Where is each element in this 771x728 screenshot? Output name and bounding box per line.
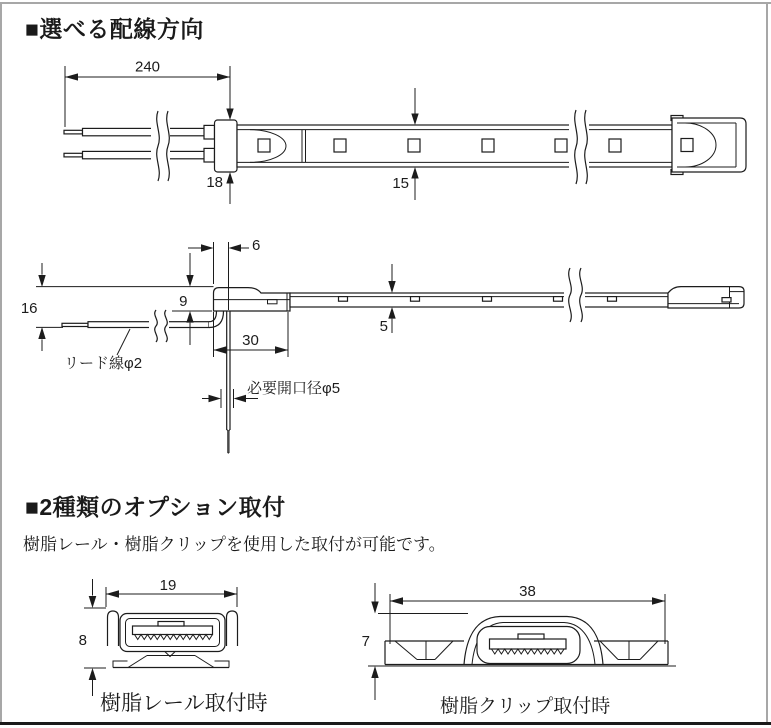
svg-text:19: 19 [159,577,177,594]
dim-connector-length [214,312,289,357]
lead-wire-tip [62,323,88,326]
svg-text:7: 7 [361,633,370,650]
svg-text:必要開口径φ5: 必要開口径φ5 [247,380,341,397]
strip-top-view [64,59,746,205]
svg-text:5: 5 [379,318,388,335]
lead-wire-label [64,329,142,372]
svg-text:15: 15 [392,175,409,192]
lead-wire [83,128,215,135]
connector-wire-entry [204,148,215,162]
dim-lead-length [65,59,230,128]
break-symbol [149,308,169,346]
svg-text:30: 30 [242,332,259,349]
svg-text:9: 9 [179,293,188,310]
options-description: 樹脂レール・樹脂クリップを使用した取付が可能です。 [23,535,446,554]
connector-top-view [215,120,238,172]
led-chip [518,634,544,639]
strip-side-view [21,237,744,453]
end-cap [671,116,746,175]
options-section-heading: ■2種類のオプション取付 [25,494,286,520]
svg-text:38: 38 [519,583,536,600]
svg-text:8: 8 [78,632,87,649]
svg-text:240: 240 [134,58,161,76]
led-chip [158,622,184,627]
lead-wire-tip [64,153,83,157]
break-symbol [564,266,585,324]
required-opening-dim [202,380,340,408]
rail-base [113,651,229,667]
through-hole-wire [227,311,230,453]
end-cap-side [668,287,744,308]
connector-side-view [214,288,291,311]
clip-mount-section [362,583,676,700]
lead-wire [83,151,215,158]
rail-ear [108,611,119,646]
dim-rail-width [106,577,237,607]
pcb-plate [490,639,567,649]
dim-connector-depth [172,253,212,345]
wire-elbow [209,311,224,328]
clip-mount-caption: 樹脂クリップ取付時 [440,696,611,717]
svg-text:18: 18 [206,174,223,191]
lead-wire-tip [64,130,83,134]
wiring-section-heading: ■選べる配線方向 [25,16,204,42]
rail-ear [227,611,238,646]
dim-rail-height [79,579,106,696]
rail-mount-caption: 樹脂レール取付時 [100,692,268,715]
connector-wire-entry [204,125,215,139]
rail-mount-section [79,577,238,696]
svg-text:16: 16 [20,300,38,317]
svg-text:6: 6 [252,237,261,254]
break-symbol [151,110,170,181]
pcb-plate [133,626,213,635]
svg-text:リード線φ2: リード線φ2 [64,355,143,372]
break-symbol [569,108,589,184]
